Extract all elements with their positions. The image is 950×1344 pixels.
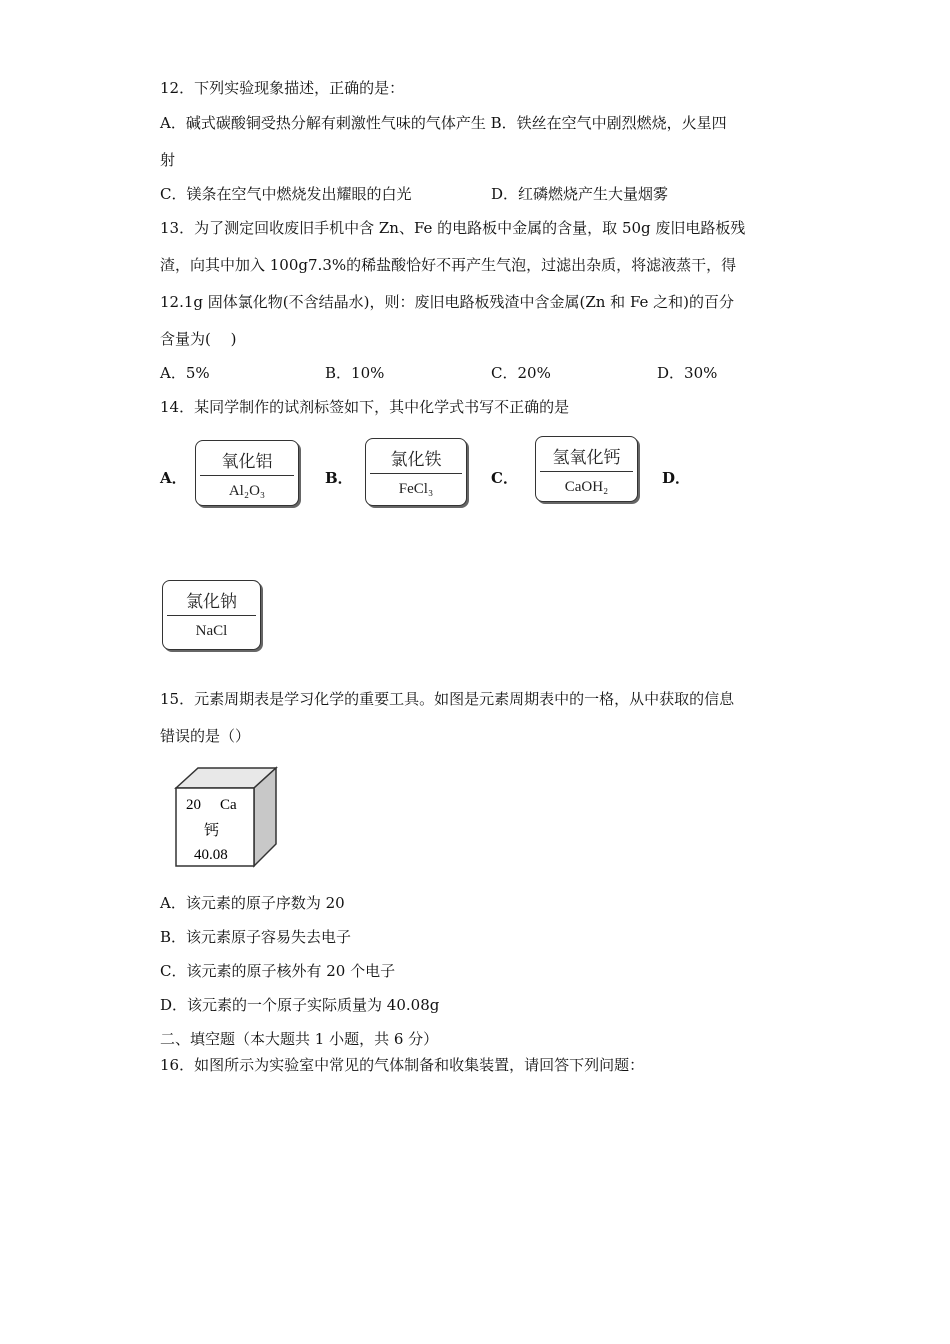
- reagent-label-d: [162, 580, 261, 650]
- q13-line-4: 含量为( ): [160, 330, 237, 348]
- label-divider: [370, 473, 462, 474]
- q16-stem: 16．如图所示为实验室中常见的气体制备和收集装置，请回答下列问题：: [160, 1056, 645, 1074]
- q15-option-a: A．该元素的原子序数为 20: [160, 894, 345, 912]
- q14-label-b-letter: B．: [325, 469, 353, 487]
- reagent-formula: Al₂O₃: [228, 483, 266, 499]
- reagent-label-b: [365, 438, 467, 506]
- periodic-table-cell: [172, 766, 282, 870]
- q15-line-2: 错误的是（）: [160, 727, 251, 745]
- reagent-formula: FeCl₃: [398, 481, 434, 497]
- label-divider: [167, 615, 256, 616]
- q15-option-d: D．该元素的一个原子实际质量为 40.08g: [160, 996, 440, 1014]
- q13-line-3: 12.1g 固体氯化物(不含结晶水)，则：废旧电路板残渣中含金属(Zn 和 Fe 之和)的百分: [160, 293, 735, 311]
- q13-option-b: B．10%: [325, 364, 385, 382]
- reagent-name: 氯化钠: [186, 592, 237, 612]
- label-divider: [200, 475, 294, 476]
- reagent-label-a: [195, 440, 299, 506]
- atomic-mass: 40.08: [194, 847, 228, 863]
- q12-options-ab-cont: 射: [160, 151, 176, 169]
- q13-option-c: C．20%: [491, 364, 551, 382]
- section-2-title: 二、填空题（本大题共 1 小题，共 6 分）: [160, 1030, 439, 1048]
- q12-options-ab: A．碱式碳酸铜受热分解有刺激性气味的气体产生 B．铁丝在空气中剧烈燃烧，火星四: [160, 114, 727, 132]
- q15-option-c: C．该元素的原子核外有 20 个电子: [160, 962, 396, 980]
- element-name: 钙: [204, 821, 220, 839]
- q15-option-b: B．该元素原子容易失去电子: [160, 928, 352, 946]
- reagent-name: 氯化铁: [390, 450, 442, 470]
- q14-label-a-letter: A．: [160, 469, 187, 487]
- element-symbol: Ca: [220, 797, 237, 813]
- q12-option-d: D．红磷燃烧产生大量烟雾: [491, 185, 669, 203]
- label-divider: [540, 471, 633, 472]
- reagent-formula: NaCl: [195, 623, 228, 639]
- q15-line-1: 15．元素周期表是学习化学的重要工具。如图是元素周期表中的一格，从中获取的信息: [160, 690, 735, 708]
- q14-stem: 14．某同学制作的试剂标签如下，其中化学式书写不正确的是: [160, 398, 570, 416]
- q14-label-c-letter: C．: [491, 469, 518, 487]
- q12-option-c: C．镁条在空气中燃烧发出耀眼的白光: [160, 185, 412, 203]
- reagent-name: 氢氧化钙: [552, 448, 621, 468]
- q13-option-d: D．30%: [657, 364, 718, 382]
- atomic-number: 20: [186, 797, 201, 813]
- q13-option-a: A．5%: [160, 364, 210, 382]
- q13-line-2: 渣，向其中加入 100g7.3%的稀盐酸恰好不再产生气泡，过滤出杂质，将滤液蒸干，得: [160, 256, 737, 274]
- reagent-formula: CaOH₂: [564, 479, 609, 495]
- q12-stem: 12．下列实验现象描述，正确的是：: [160, 79, 405, 97]
- reagent-name: 氧化铝: [221, 452, 273, 472]
- q13-line-1: 13．为了测定回收废旧手机中含 Zn、Fe 的电路板中金属的含量，取 50g 废旧电路板残: [160, 219, 746, 237]
- q14-label-d-letter: D．: [662, 469, 691, 487]
- reagent-label-c: [535, 436, 638, 502]
